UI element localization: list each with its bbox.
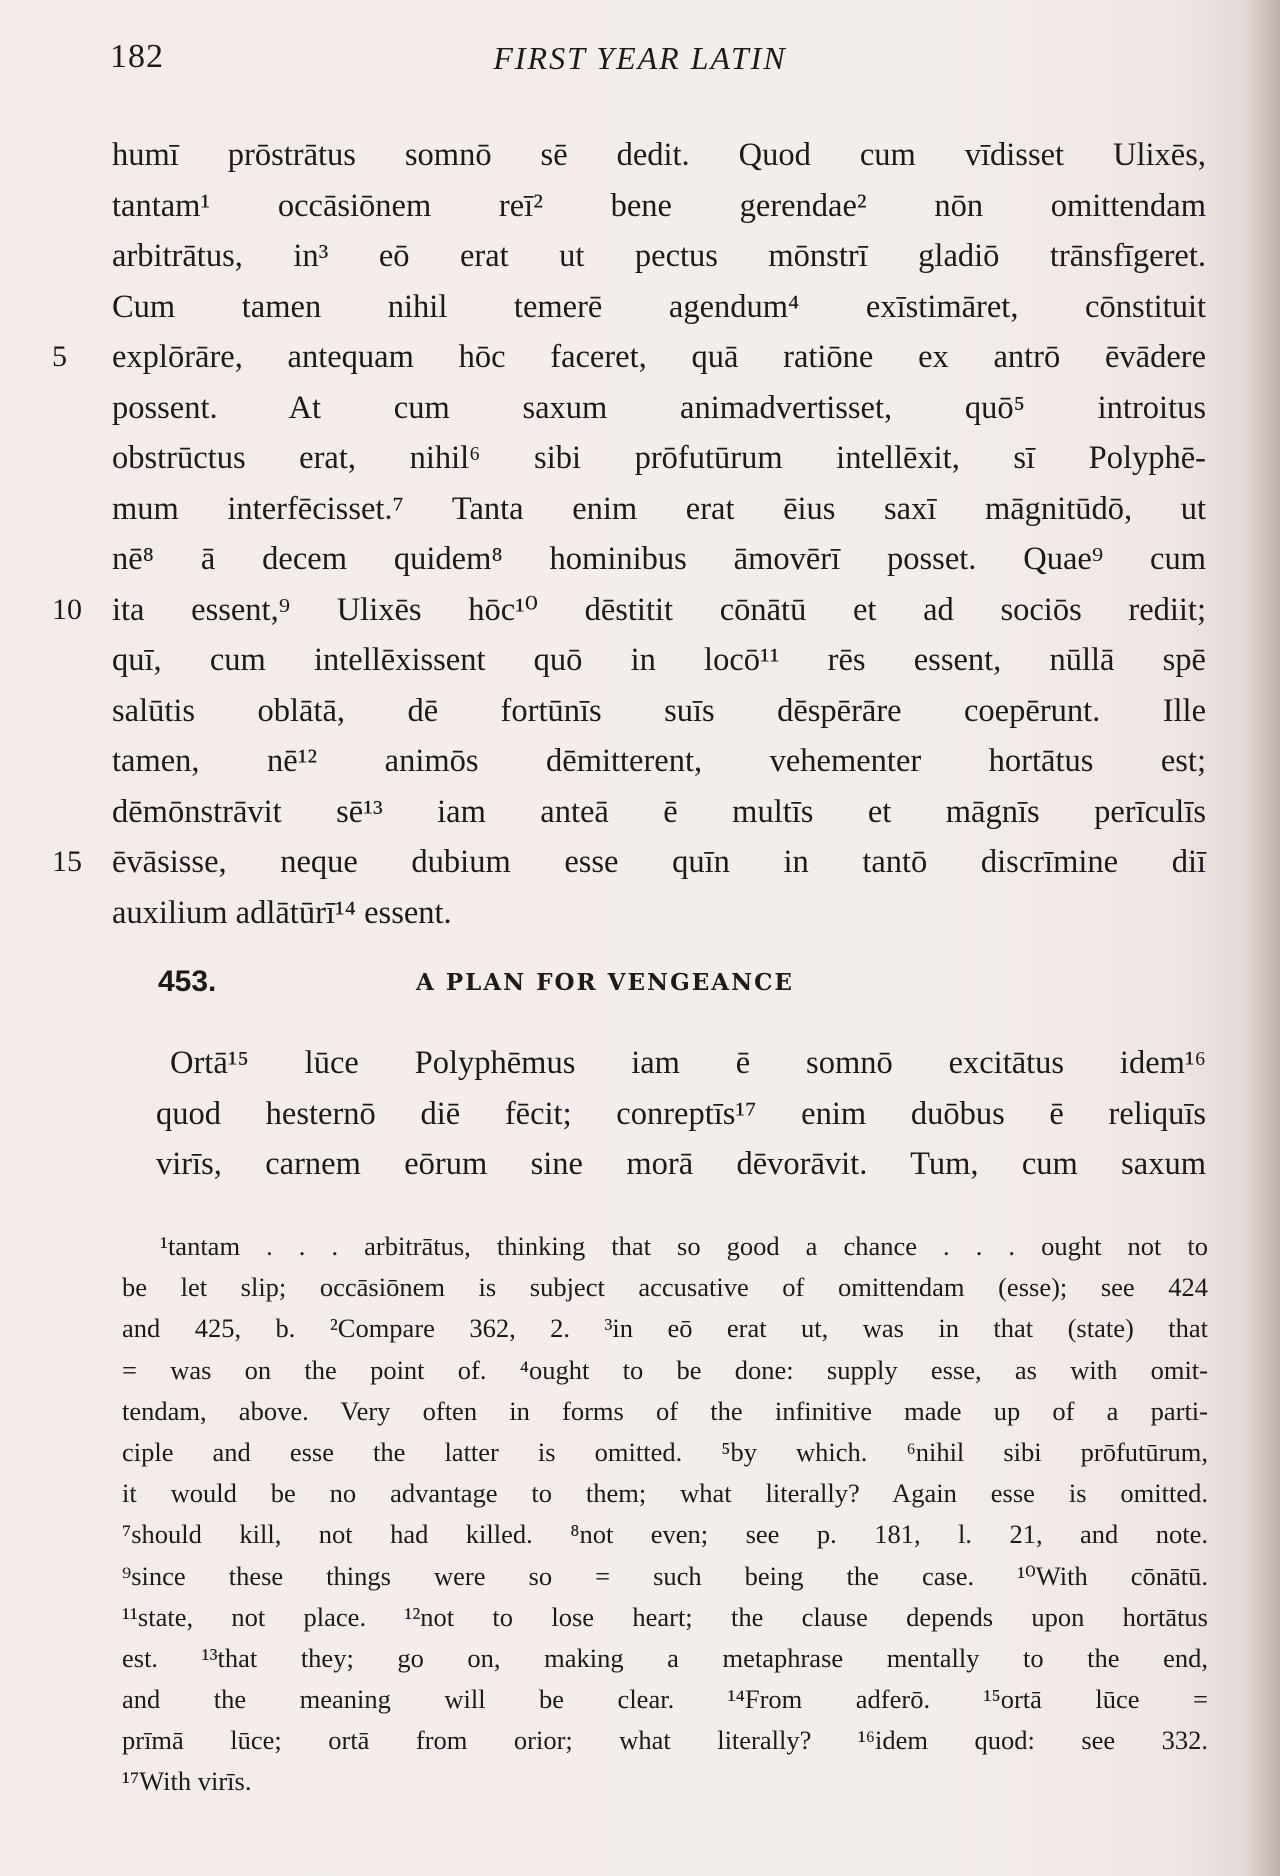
footnote-line: ¹⁷With virīs. xyxy=(122,1766,252,1797)
passage-line: obstrūctus erat, nihil⁶ sibi prōfutūrum intellēxit, sī Polyphē- xyxy=(112,440,1206,476)
page-edge-shadow xyxy=(1244,0,1280,1876)
footnote-line: and the meaning will be clear. ¹⁴From adferō. ¹⁵ortā lūce = xyxy=(122,1684,1208,1715)
page-header xyxy=(110,38,1210,88)
passage-line: tamen, nē¹² animōs dēmitterent, vehementer hortātus est; xyxy=(112,743,1206,779)
footnote-line: = was on the point of. ⁴ought to be done: supply esse, as with omit- xyxy=(122,1354,1208,1385)
line-number: 5 xyxy=(52,340,67,373)
passage-line: virīs, carnem eōrum sine morā dēvorāvit. Tum, cum saxum xyxy=(156,1146,1206,1182)
section-number: 453. xyxy=(158,965,217,998)
passage-line: Cum tamen nihil temerē agendum⁴ exīstimāret, cōnstituit xyxy=(112,288,1206,325)
footnote-line: ⁹since these things were so = such being the case. ¹⁰With cōnātū. xyxy=(122,1560,1208,1591)
latin-passage-2 xyxy=(156,1038,1206,1190)
section-title: A PLAN FOR VENGEANCE xyxy=(416,969,794,996)
passage-line: tantam¹ occāsiōnem reī² bene gerendae² nōn omittendam xyxy=(112,187,1206,224)
passage-line: auxilium adlātūrī¹⁴ essent. xyxy=(112,894,452,931)
footnote-line: ¹tantam . . . arbitrātus, thinking that so good a chance . . . ought not to xyxy=(160,1231,1208,1261)
passage-line: arbitrātus, in³ eō erat ut pectus mōnstrī gladiō trānsfīgeret. xyxy=(112,238,1206,274)
footnotes xyxy=(122,1226,1208,1803)
passage-line: 5 explōrāre, antequam hōc faceret, quā ratiōne ex antrō ēvādere xyxy=(112,332,1206,383)
footnote-line: and 425, b. ²Compare 362, 2. ³in eō erat ut, was in that (state) that xyxy=(122,1313,1208,1344)
footnote-line: est. ¹³that they; go on, making a metaphrase mentally to the end, xyxy=(122,1642,1208,1673)
footnote-line: ⁷should kill, not had killed. ⁸not even; see p. 181, l. 21, and note. xyxy=(122,1519,1208,1550)
passage-line: quod hesternō diē fēcit; conreptīs¹⁷ enim duōbus ē reliquīs xyxy=(156,1095,1206,1132)
footnote-line: ¹¹state, not place. ¹²not to lose heart; the clause depends upon hortātus xyxy=(122,1601,1208,1632)
footnote-line: ciple and esse the latter is omitted. ⁵by which. ⁶nihil sibi prōfutūrum, xyxy=(122,1436,1208,1467)
passage-line: humī prōstrātus somnō sē dedit. Quod cum vīdisset Ulixēs, xyxy=(112,137,1206,173)
passage-line: 15 ēvāsisse, neque dubium esse quīn in tantō discrīmine diī xyxy=(112,837,1206,888)
page-number: 182 xyxy=(110,38,164,75)
footnote-line: prīmā lūce; ortā from orior; what literally? ¹⁶idem quod: see 332. xyxy=(122,1725,1208,1756)
passage-line: Ortā¹⁵ lūce Polyphēmus iam ē somnō excitātus idem¹⁶ xyxy=(170,1045,1206,1081)
line-number: 15 xyxy=(52,845,82,878)
passage-line: nē⁸ ā decem quidem⁸ hominibus āmovērī posset. Quae⁹ cum xyxy=(112,541,1206,577)
passage-line: mum interfēcisset.⁷ Tanta enim erat ēius saxī māgnitūdō, ut xyxy=(112,490,1206,527)
running-title: FIRST YEAR LATIN xyxy=(493,40,787,76)
passage-line: dēmōnstrāvit sē¹³ iam anteā ē multīs et māgnīs perīculīs xyxy=(112,793,1206,830)
passage-line: salūtis oblātā, dē fortūnīs suīs dēspērāre coepērunt. Ille xyxy=(112,692,1206,729)
line-number: 10 xyxy=(52,592,82,626)
passage-line: possent. At cum saxum animadvertisset, quō⁵ introitus xyxy=(112,389,1206,426)
footnote-line: tendam, above. Very often in forms of the infinitive made up of a parti- xyxy=(122,1395,1208,1426)
footnote-line: it would be no advantage to them; what literally? Again esse is omitted. xyxy=(122,1478,1208,1509)
footnote-line: be let slip; occāsiōnem is subject accusative of omittendam (esse); see 424 xyxy=(122,1272,1208,1303)
passage-line: quī, cum intellēxissent quō in locō¹¹ rēs essent, nūllā spē xyxy=(112,642,1206,678)
latin-passage-1 xyxy=(52,130,1206,938)
passage-line: 10 ita essent,⁹ Ulixēs hōc¹⁰ dēstitit cōnātū et ad sociōs rediit; xyxy=(112,585,1206,636)
section-heading xyxy=(158,965,1208,1015)
